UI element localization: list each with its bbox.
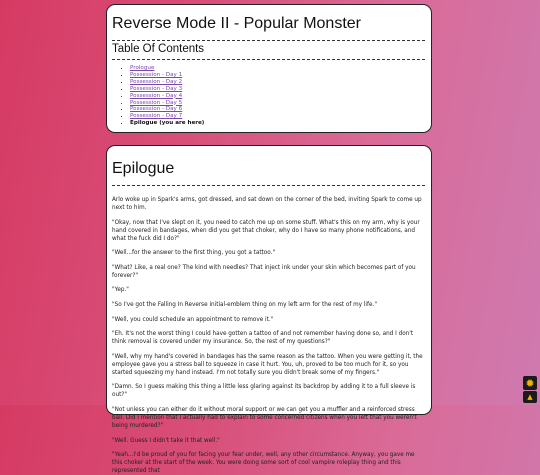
story-paragraph: "Well. Guess I didn't take it that well." [112,437,220,444]
story-paragraph: "Yep." [112,287,129,294]
story-body [112,196,425,475]
story-paragraph: "Well, you could schedule an appointment to remove it." [112,316,274,323]
toc-item[interactable] [130,86,425,93]
toc-link[interactable]: Prologue [130,65,155,71]
toc-item[interactable] [130,65,425,72]
story-paragraph: "What? Like, a real one? The kind with needles? That inject ink under your skin which becomes part of you forever?" [112,264,416,279]
toc-link[interactable]: Possession - Day 7 [130,113,183,120]
story-paragraph: "So I've got the Falling In Reverse initial-emblem thing on my left arm for the rest of my life." [112,301,377,308]
story-paragraph: "Not unless you can either do it without moral support or we can get you a muffler and a reinforced stress ball. Did I mention that I actually had to explain to some concerned citizens when you left that you weren't being murdered?" [112,406,417,429]
toc-item[interactable] [130,93,425,100]
story-paragraph: "Well, why my hand's covered in bandages has the same reason as the tattoo. When you were getting it, the employee gave you a stress ball to squeeze in case it hurt. You, uh, proved to be too much for it, so you started squeezing my hand instead. I'm not totally sure you didn't break some of my fingers." [112,353,423,376]
toc-link[interactable]: Possession - Day 4 [130,92,183,99]
arrow-up-icon: ▲ [527,392,533,401]
story-paragraph: "Damn. So I guess making this thing a little less glaring against its backdrop by adding it to a full sleeve is out?" [112,384,416,399]
toc-item[interactable] [130,100,425,107]
toc-link[interactable]: Possession - Day 2 [130,78,183,85]
toc-link[interactable]: Possession - Day 6 [130,106,183,113]
story-paragraph: "Yeah...I'd be proud of you for facing your fear under, well, any other circumstance. Anyway, you gave me this choker at the start of the week. You were doing some sort of cool vampire roleplay thing and this represented that [112,452,415,475]
toc-item[interactable] [130,113,425,120]
toc-link[interactable]: Possession - Day 5 [130,99,183,106]
sun-icon: ✹ [525,376,535,390]
toc-item[interactable] [130,106,425,113]
toc-panel [106,4,432,133]
story-paragraph: "Well...for the answer to the first thing, you got a tattoo." [112,250,276,257]
toc-link[interactable]: Possession - Day 1 [130,71,183,78]
toc-item[interactable] [130,72,425,79]
story-paragraph: Arlo woke up in Spark's arms, got dressed, and sat down on the corner of the bed, inviting Spark to come up next to him. [112,197,422,211]
toc-list [112,65,425,127]
toc-item: • Epilogue (you are here) [130,120,425,127]
theme-toggle-button[interactable] [523,376,537,390]
chapter-title: Epilogue [112,154,425,186]
toc-heading: Table Of Contents [112,42,425,60]
story-panel [106,145,432,475]
page-title: Reverse Mode II - Popular Monster [112,14,425,41]
toc-item[interactable] [130,79,425,86]
scroll-top-button[interactable] [523,391,537,403]
story-paragraph: "Okay, now that I've slept on it, you need to catch me up on some stuff. What's this on my arm, why is your hand covered in bandages, when did you get that choker, why do I have so many phone notifications, and what the fuck did I do?" [112,219,420,242]
story-paragraph: "Eh. It's not the worst thing I could have gotten a tattoo of and not remember having done so, and I don't think removal is covered under my insurance. So, the rest of my questions?" [112,331,414,346]
toc-link[interactable]: Possession - Day 3 [130,85,183,92]
